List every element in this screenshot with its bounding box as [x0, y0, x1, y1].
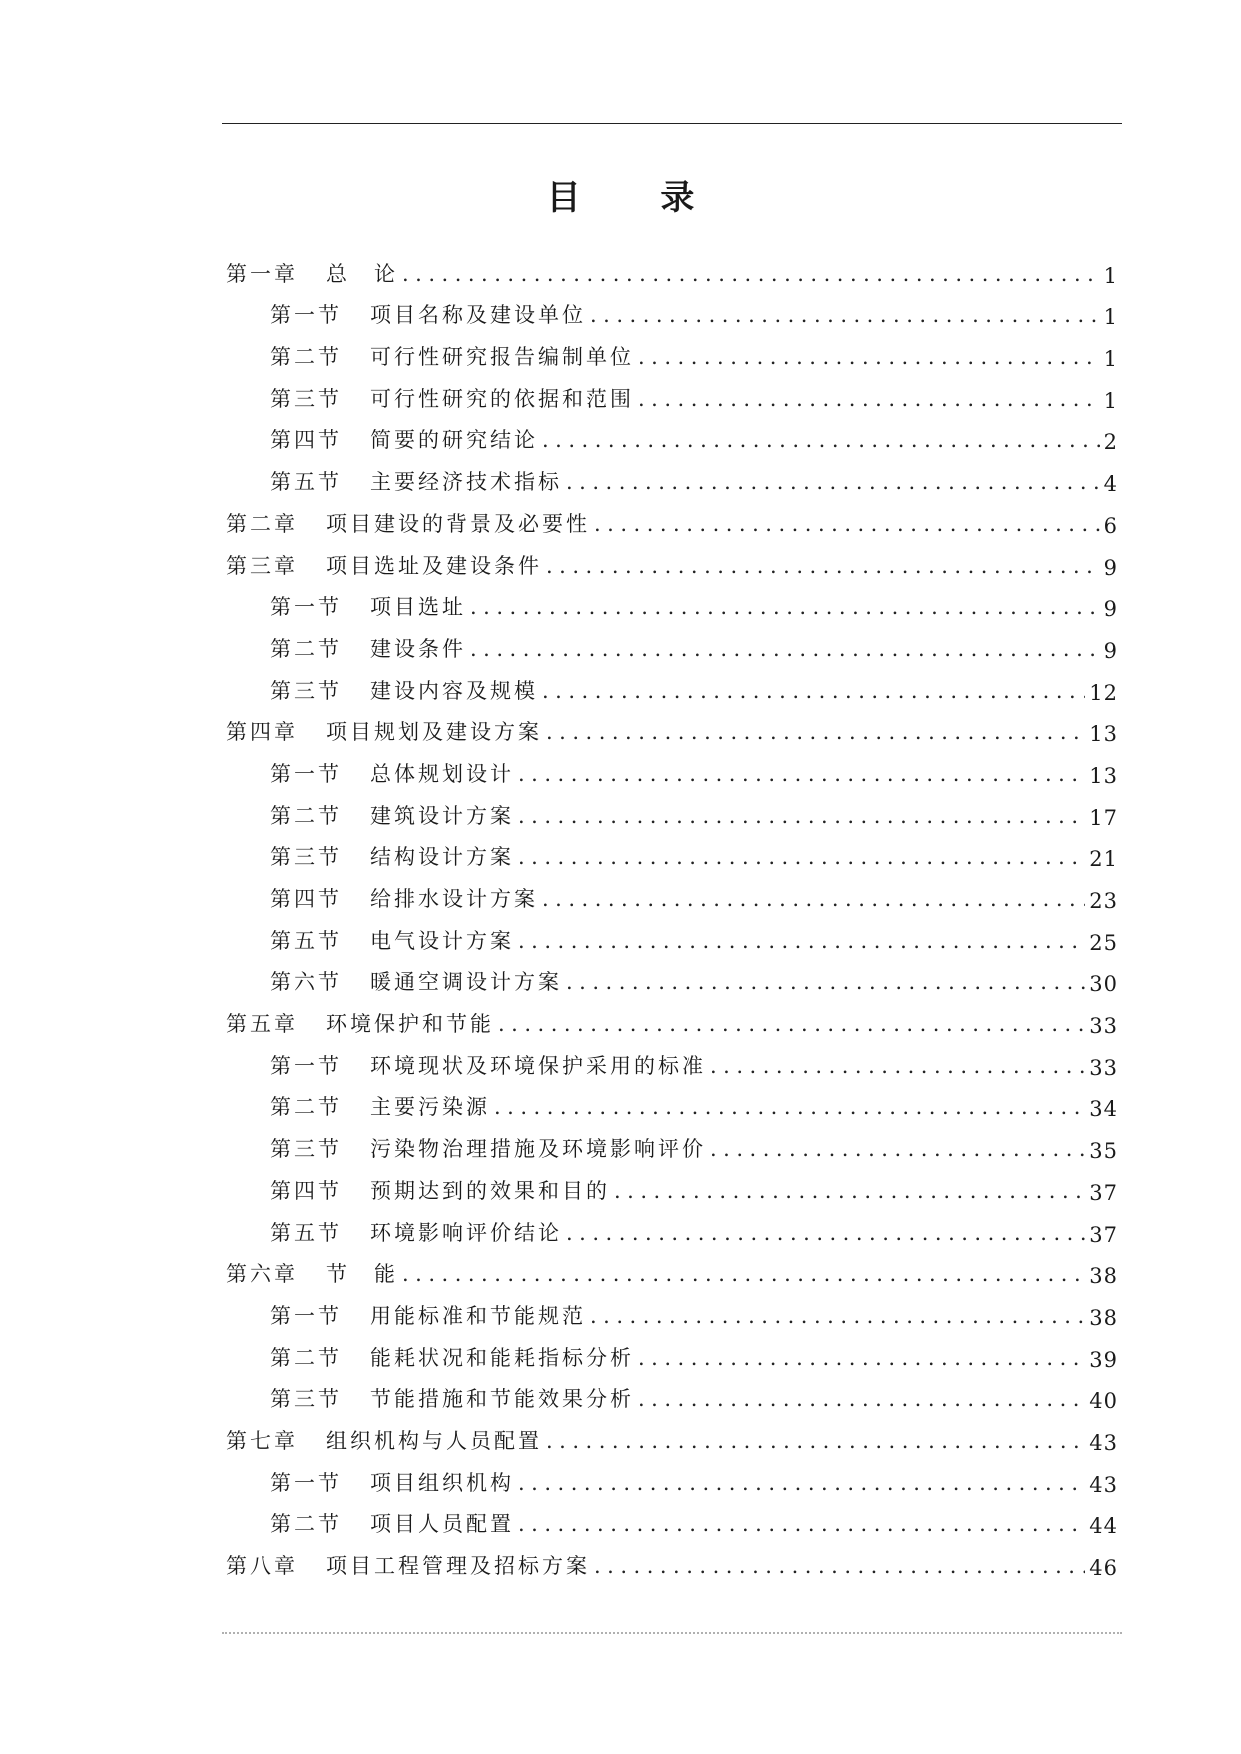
toc-entry-number: 第二节 — [270, 803, 342, 828]
toc-page-number: 13 — [1089, 722, 1118, 747]
toc-entry-number: 第三节 — [270, 1387, 342, 1412]
toc-section-entry[interactable] — [226, 830, 1118, 872]
toc-entry-number: 第四节 — [270, 887, 342, 911]
header-rule — [222, 123, 1122, 124]
toc-page-number: 1 — [1103, 263, 1118, 288]
toc-entry-number: 第二节 — [270, 345, 342, 370]
toc-entry-number: 第四节 — [270, 428, 342, 453]
dot-leader — [470, 639, 1100, 663]
table-of-contents — [226, 246, 1118, 1580]
toc-entry-title: 建筑设计方案 — [370, 803, 514, 828]
toc-entry-title: 节能措施和节能效果分析 — [370, 1387, 634, 1412]
dot-leader — [638, 1348, 1085, 1372]
toc-page-number: 43 — [1089, 1472, 1118, 1497]
toc-page-number: 37 — [1089, 1180, 1118, 1205]
toc-section-entry[interactable] — [226, 746, 1118, 788]
toc-section-entry[interactable] — [226, 1455, 1118, 1497]
toc-page-number: 38 — [1089, 1305, 1118, 1330]
toc-page-number: 21 — [1089, 847, 1118, 872]
toc-entry-title: 可行性研究报告编制单位 — [370, 345, 634, 370]
toc-entry-number: 第二章 — [226, 511, 298, 536]
toc-page-number: 37 — [1089, 1222, 1118, 1247]
dot-leader — [518, 1473, 1085, 1497]
toc-entry-title: 主要经济技术指标 — [370, 470, 562, 495]
toc-entry-number: 第五节 — [270, 928, 342, 953]
toc-page-number: 9 — [1103, 638, 1118, 663]
dot-leader — [638, 1389, 1085, 1413]
dot-leader — [566, 1223, 1085, 1247]
toc-page-number: 23 — [1089, 889, 1118, 913]
toc-entry-title: 预期达到的效果和目的 — [370, 1178, 610, 1203]
toc-entry-title: 总体规划设计 — [370, 761, 514, 786]
dot-leader — [518, 764, 1085, 788]
toc-entry-title: 项目人员配置 — [370, 1512, 514, 1537]
dot-leader — [614, 1181, 1085, 1205]
toc-entry-title: 环境保护和节能 — [326, 1012, 494, 1037]
toc-section-entry[interactable] — [226, 454, 1118, 496]
toc-entry-number: 第三章 — [226, 553, 298, 578]
toc-page-number: 33 — [1089, 1014, 1118, 1039]
toc-page-number: 1 — [1103, 305, 1118, 330]
toc-entry-title: 建设内容及规模 — [370, 678, 538, 703]
toc-section-entry[interactable] — [226, 663, 1118, 705]
dot-leader — [518, 931, 1085, 955]
toc-section-entry[interactable] — [226, 913, 1118, 955]
toc-entry-title: 建设条件 — [370, 636, 466, 661]
toc-page-number: 6 — [1103, 513, 1118, 538]
toc-entry-number: 第三节 — [270, 386, 342, 411]
toc-entry-title: 主要污染源 — [370, 1095, 490, 1120]
dot-leader — [402, 1264, 1085, 1288]
toc-section-entry[interactable] — [226, 1497, 1118, 1539]
toc-entry-number: 第四章 — [226, 720, 298, 745]
dot-leader — [638, 389, 1100, 413]
toc-entry-title: 可行性研究的依据和范围 — [370, 386, 634, 411]
toc-page-number: 33 — [1089, 1055, 1118, 1080]
toc-section-entry[interactable] — [226, 288, 1118, 330]
toc-chapter-entry[interactable] — [226, 246, 1118, 288]
toc-entry-title: 污染物治理措施及环境影响评价 — [370, 1137, 706, 1162]
toc-section-entry[interactable] — [226, 1205, 1118, 1247]
toc-entry-title: 组织机构与人员配置 — [326, 1428, 542, 1453]
toc-entry-number: 第七章 — [226, 1428, 298, 1453]
toc-entry-title: 项目选址及建设条件 — [326, 553, 542, 578]
toc-entry-number: 第二节 — [270, 1512, 342, 1537]
toc-page-number: 13 — [1089, 763, 1118, 788]
toc-entry-number: 第二节 — [270, 636, 342, 661]
toc-chapter-entry[interactable] — [226, 1247, 1118, 1289]
toc-entry-number: 第三节 — [270, 1137, 342, 1162]
dot-leader — [470, 597, 1100, 621]
dot-leader — [518, 1514, 1085, 1538]
toc-section-entry[interactable] — [226, 329, 1118, 371]
toc-entry-number: 第一节 — [270, 1303, 342, 1328]
toc-page-number: 35 — [1089, 1139, 1118, 1164]
toc-page-number: 44 — [1089, 1514, 1118, 1539]
toc-section-entry[interactable] — [226, 1372, 1118, 1414]
dot-leader — [566, 972, 1085, 996]
toc-entry-number: 第五节 — [270, 1220, 342, 1245]
toc-section-entry[interactable] — [226, 621, 1118, 663]
toc-section-entry[interactable] — [226, 371, 1118, 413]
toc-entry-title: 项目建设的背景及必要性 — [326, 511, 590, 536]
toc-section-entry[interactable] — [226, 1038, 1118, 1080]
toc-entry-title: 总 论 — [326, 261, 398, 286]
footer-rule — [222, 1632, 1122, 1634]
toc-entry-title: 项目选址 — [370, 595, 466, 620]
dot-leader — [518, 847, 1085, 871]
dot-leader — [542, 430, 1100, 454]
toc-entry-number: 第三节 — [270, 845, 342, 870]
toc-entry-number: 第一节 — [270, 1053, 342, 1078]
dot-leader — [494, 1097, 1085, 1121]
toc-entry-number: 第二节 — [270, 1095, 342, 1120]
toc-entry-title: 项目工程管理及招标方案 — [326, 1554, 590, 1578]
toc-page-number: 9 — [1103, 597, 1118, 622]
toc-entry-title: 电气设计方案 — [370, 928, 514, 953]
toc-entry-number: 第六节 — [270, 970, 342, 995]
toc-section-entry[interactable] — [226, 788, 1118, 830]
toc-page-number: 38 — [1089, 1264, 1118, 1289]
dot-leader — [638, 347, 1100, 371]
toc-page-number: 1 — [1103, 347, 1118, 372]
toc-entry-title: 项目组织机构 — [370, 1470, 514, 1495]
toc-entry-title: 环境影响评价结论 — [370, 1220, 562, 1245]
toc-entry-number: 第一节 — [270, 595, 342, 620]
dot-leader — [594, 514, 1100, 538]
dot-leader — [498, 1014, 1085, 1038]
dot-leader — [590, 1306, 1085, 1330]
dot-leader — [542, 889, 1085, 913]
toc-entry-title: 节 能 — [326, 1262, 398, 1287]
dot-leader — [542, 681, 1085, 705]
toc-entry-number: 第三节 — [270, 678, 342, 703]
toc-section-entry[interactable] — [226, 871, 1118, 913]
toc-chapter-entry[interactable] — [226, 538, 1118, 580]
toc-entry-number: 第四节 — [270, 1178, 342, 1203]
toc-chapter-entry[interactable] — [226, 705, 1118, 747]
toc-page-number: 25 — [1089, 930, 1118, 955]
toc-entry-title: 能耗状况和能耗指标分析 — [370, 1345, 634, 1370]
toc-entry-title: 给排水设计方案 — [370, 887, 538, 911]
toc-entry-number: 第一节 — [270, 303, 342, 328]
toc-section-entry[interactable] — [226, 955, 1118, 997]
dot-leader — [518, 806, 1085, 830]
dot-leader — [402, 264, 1100, 288]
toc-page-number: 34 — [1089, 1097, 1118, 1122]
toc-entry-title: 环境现状及环境保护采用的标准 — [370, 1053, 706, 1078]
dot-leader — [590, 305, 1100, 329]
toc-entry-number: 第一节 — [270, 1470, 342, 1495]
toc-section-entry[interactable] — [226, 1330, 1118, 1372]
toc-entry-title: 项目名称及建设单位 — [370, 303, 586, 328]
toc-page-number: 43 — [1089, 1430, 1118, 1455]
toc-entry-title: 结构设计方案 — [370, 845, 514, 870]
toc-chapter-entry[interactable] — [226, 996, 1118, 1038]
toc-page-number: 1 — [1103, 388, 1118, 413]
toc-title: 目 录 — [546, 177, 729, 218]
dot-leader — [546, 722, 1085, 746]
dot-leader — [566, 472, 1100, 496]
toc-section-entry[interactable] — [226, 1163, 1118, 1205]
toc-section-entry[interactable] — [226, 413, 1118, 455]
toc-entry-title: 暖通空调设计方案 — [370, 970, 562, 995]
toc-section-entry[interactable] — [226, 580, 1118, 622]
toc-entry-title: 项目规划及建设方案 — [326, 720, 542, 745]
dot-leader — [546, 556, 1100, 580]
toc-page-number: 4 — [1103, 472, 1118, 497]
toc-entry-title: 简要的研究结论 — [370, 428, 538, 453]
dot-leader — [710, 1139, 1085, 1163]
toc-page-number: 40 — [1089, 1389, 1118, 1414]
toc-entry-number: 第一章 — [226, 261, 298, 286]
toc-section-entry[interactable] — [226, 1288, 1118, 1330]
toc-page-number: 30 — [1089, 972, 1118, 997]
toc-entry-number: 第二节 — [270, 1345, 342, 1370]
dot-leader — [710, 1056, 1085, 1080]
toc-entry-number: 第五节 — [270, 470, 342, 495]
dot-leader — [594, 1556, 1085, 1580]
toc-section-entry[interactable] — [226, 1121, 1118, 1163]
toc-entry-title: 用能标准和节能规范 — [370, 1303, 586, 1328]
toc-chapter-entry[interactable] — [226, 1538, 1118, 1580]
dot-leader — [546, 1431, 1085, 1455]
toc-page-number: 46 — [1089, 1556, 1118, 1580]
toc-entry-number: 第八章 — [226, 1554, 298, 1578]
toc-page-number: 39 — [1089, 1347, 1118, 1372]
toc-chapter-entry[interactable] — [226, 496, 1118, 538]
toc-chapter-entry[interactable] — [226, 1413, 1118, 1455]
toc-page-number: 17 — [1089, 805, 1118, 830]
toc-entry-number: 第一节 — [270, 761, 342, 786]
toc-entry-number: 第六章 — [226, 1262, 298, 1287]
toc-page-number: 12 — [1089, 680, 1118, 705]
toc-entry-number: 第五章 — [226, 1012, 298, 1037]
toc-section-entry[interactable] — [226, 1080, 1118, 1122]
toc-page-number: 9 — [1103, 555, 1118, 580]
toc-page-number: 2 — [1103, 430, 1118, 455]
